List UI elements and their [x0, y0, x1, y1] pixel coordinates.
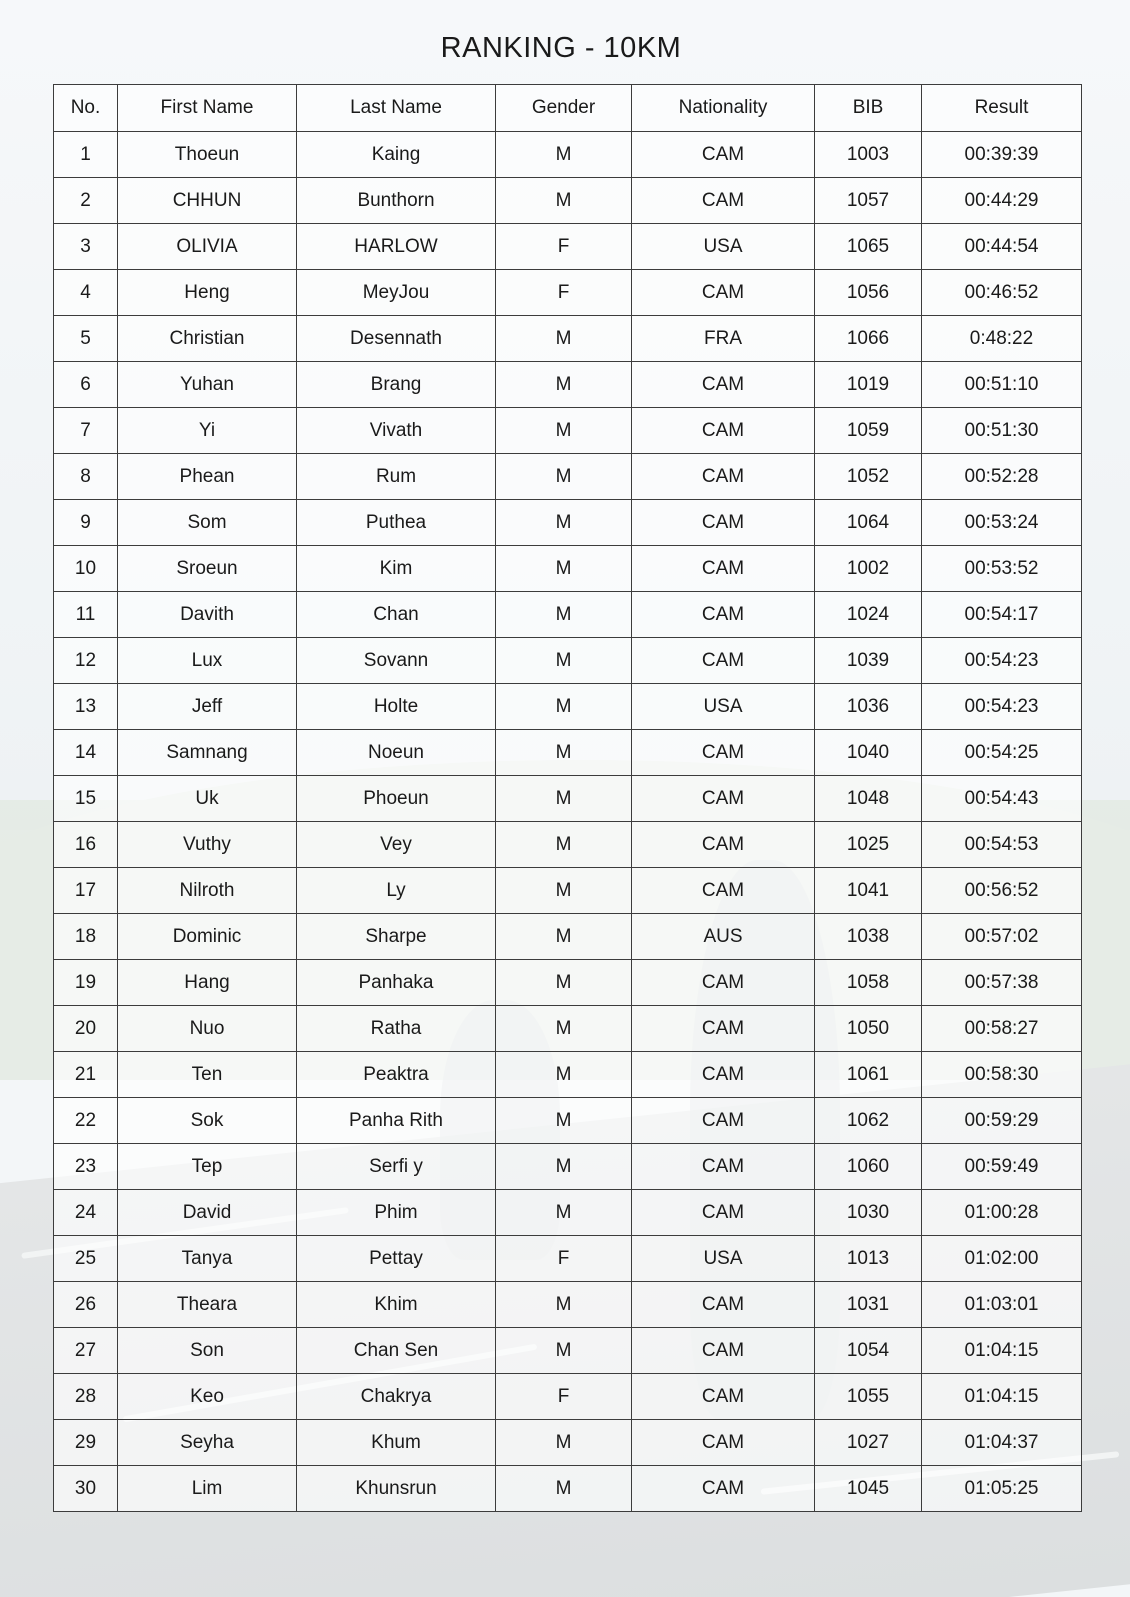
cell-nationality: CAM [632, 1052, 815, 1098]
cell-gender: M [496, 546, 632, 592]
cell-result: 00:54:53 [922, 822, 1082, 868]
cell-last-name: Vivath [297, 408, 496, 454]
cell-first-name: Seyha [118, 1420, 297, 1466]
cell-result: 00:59:29 [922, 1098, 1082, 1144]
cell-last-name: Sharpe [297, 914, 496, 960]
cell-last-name: Panha Rith [297, 1098, 496, 1144]
cell-no: 26 [54, 1282, 118, 1328]
cell-bib: 1055 [815, 1374, 922, 1420]
cell-no: 22 [54, 1098, 118, 1144]
cell-bib: 1048 [815, 776, 922, 822]
cell-bib: 1066 [815, 316, 922, 362]
cell-gender: F [496, 224, 632, 270]
cell-bib: 1059 [815, 408, 922, 454]
cell-no: 2 [54, 178, 118, 224]
cell-first-name: Vuthy [118, 822, 297, 868]
column-header-nationality: Nationality [632, 85, 815, 132]
cell-first-name: Thoeun [118, 132, 297, 178]
cell-first-name: Dominic [118, 914, 297, 960]
cell-gender: M [496, 132, 632, 178]
cell-nationality: CAM [632, 960, 815, 1006]
table-row [54, 362, 1082, 408]
cell-nationality: USA [632, 1236, 815, 1282]
table-row [54, 1098, 1082, 1144]
cell-no: 21 [54, 1052, 118, 1098]
cell-first-name: Christian [118, 316, 297, 362]
cell-first-name: Yi [118, 408, 297, 454]
cell-nationality: CAM [632, 454, 815, 500]
cell-result: 00:54:43 [922, 776, 1082, 822]
table-body [54, 132, 1082, 1512]
cell-last-name: Khunsrun [297, 1466, 496, 1512]
cell-bib: 1027 [815, 1420, 922, 1466]
cell-result: 0:48:22 [922, 316, 1082, 362]
cell-nationality: CAM [632, 408, 815, 454]
table-row [54, 1466, 1082, 1512]
cell-result: 00:44:29 [922, 178, 1082, 224]
cell-first-name: Theara [118, 1282, 297, 1328]
column-header-last-name: Last Name [297, 85, 496, 132]
cell-gender: M [496, 1282, 632, 1328]
cell-gender: M [496, 1052, 632, 1098]
cell-nationality: CAM [632, 178, 815, 224]
cell-result: 00:54:23 [922, 638, 1082, 684]
cell-last-name: Ly [297, 868, 496, 914]
cell-first-name: Son [118, 1328, 297, 1374]
cell-last-name: Holte [297, 684, 496, 730]
cell-gender: M [496, 1098, 632, 1144]
table-row [54, 638, 1082, 684]
cell-bib: 1054 [815, 1328, 922, 1374]
cell-no: 4 [54, 270, 118, 316]
table-row [54, 132, 1082, 178]
cell-first-name: Phean [118, 454, 297, 500]
cell-no: 25 [54, 1236, 118, 1282]
cell-nationality: CAM [632, 546, 815, 592]
table-row [54, 454, 1082, 500]
cell-result: 00:58:27 [922, 1006, 1082, 1052]
cell-last-name: Pettay [297, 1236, 496, 1282]
table-row [54, 1282, 1082, 1328]
column-header-no: No. [54, 85, 118, 132]
cell-last-name: Ratha [297, 1006, 496, 1052]
cell-bib: 1003 [815, 132, 922, 178]
cell-result: 00:54:25 [922, 730, 1082, 776]
cell-first-name: Sok [118, 1098, 297, 1144]
cell-gender: M [496, 1466, 632, 1512]
cell-gender: F [496, 270, 632, 316]
cell-bib: 1019 [815, 362, 922, 408]
cell-gender: M [496, 1144, 632, 1190]
ranking-table [53, 84, 1082, 1512]
cell-no: 7 [54, 408, 118, 454]
cell-gender: M [496, 454, 632, 500]
cell-result: 00:46:52 [922, 270, 1082, 316]
cell-no: 30 [54, 1466, 118, 1512]
cell-last-name: Chan [297, 592, 496, 638]
cell-nationality: CAM [632, 822, 815, 868]
cell-nationality: FRA [632, 316, 815, 362]
cell-first-name: Lim [118, 1466, 297, 1512]
cell-bib: 1040 [815, 730, 922, 776]
table-row [54, 500, 1082, 546]
cell-first-name: Davith [118, 592, 297, 638]
cell-bib: 1065 [815, 224, 922, 270]
cell-nationality: CAM [632, 1144, 815, 1190]
cell-bib: 1024 [815, 592, 922, 638]
cell-bib: 1058 [815, 960, 922, 1006]
cell-gender: M [496, 408, 632, 454]
cell-gender: M [496, 822, 632, 868]
table-row [54, 178, 1082, 224]
column-header-first-name: First Name [118, 85, 297, 132]
cell-last-name: Kaing [297, 132, 496, 178]
cell-bib: 1031 [815, 1282, 922, 1328]
cell-first-name: Ten [118, 1052, 297, 1098]
cell-no: 20 [54, 1006, 118, 1052]
cell-last-name: Kim [297, 546, 496, 592]
cell-last-name: Chakrya [297, 1374, 496, 1420]
cell-bib: 1025 [815, 822, 922, 868]
cell-result: 00:51:30 [922, 408, 1082, 454]
cell-no: 27 [54, 1328, 118, 1374]
cell-result: 00:39:39 [922, 132, 1082, 178]
cell-last-name: Vey [297, 822, 496, 868]
cell-bib: 1050 [815, 1006, 922, 1052]
cell-bib: 1064 [815, 500, 922, 546]
cell-gender: M [496, 1006, 632, 1052]
cell-nationality: AUS [632, 914, 815, 960]
table-row [54, 776, 1082, 822]
cell-first-name: Hang [118, 960, 297, 1006]
table-row [54, 1144, 1082, 1190]
cell-no: 14 [54, 730, 118, 776]
cell-nationality: CAM [632, 776, 815, 822]
table-row [54, 684, 1082, 730]
cell-result: 00:58:30 [922, 1052, 1082, 1098]
cell-nationality: CAM [632, 1328, 815, 1374]
table-row [54, 1328, 1082, 1374]
cell-nationality: CAM [632, 270, 815, 316]
cell-result: 01:04:15 [922, 1328, 1082, 1374]
cell-first-name: Sroeun [118, 546, 297, 592]
cell-gender: M [496, 638, 632, 684]
cell-last-name: Phim [297, 1190, 496, 1236]
cell-result: 01:02:00 [922, 1236, 1082, 1282]
cell-gender: M [496, 914, 632, 960]
cell-first-name: Tanya [118, 1236, 297, 1282]
cell-last-name: Peaktra [297, 1052, 496, 1098]
cell-last-name: Chan Sen [297, 1328, 496, 1374]
cell-nationality: CAM [632, 1466, 815, 1512]
cell-first-name: Lux [118, 638, 297, 684]
cell-first-name: Jeff [118, 684, 297, 730]
table-row [54, 316, 1082, 362]
cell-no: 3 [54, 224, 118, 270]
cell-gender: M [496, 362, 632, 408]
cell-gender: M [496, 684, 632, 730]
cell-first-name: Som [118, 500, 297, 546]
table-row [54, 914, 1082, 960]
cell-first-name: Samnang [118, 730, 297, 776]
cell-last-name: HARLOW [297, 224, 496, 270]
cell-last-name: Khim [297, 1282, 496, 1328]
cell-no: 10 [54, 546, 118, 592]
cell-nationality: CAM [632, 500, 815, 546]
table-row [54, 822, 1082, 868]
cell-bib: 1038 [815, 914, 922, 960]
cell-bib: 1062 [815, 1098, 922, 1144]
cell-nationality: CAM [632, 1282, 815, 1328]
cell-last-name: Sovann [297, 638, 496, 684]
cell-bib: 1039 [815, 638, 922, 684]
cell-nationality: CAM [632, 730, 815, 776]
cell-no: 16 [54, 822, 118, 868]
table-row [54, 868, 1082, 914]
cell-nationality: CAM [632, 592, 815, 638]
column-header-result: Result [922, 85, 1082, 132]
cell-first-name: OLIVIA [118, 224, 297, 270]
cell-bib: 1061 [815, 1052, 922, 1098]
cell-no: 11 [54, 592, 118, 638]
table-row [54, 1006, 1082, 1052]
cell-no: 9 [54, 500, 118, 546]
cell-result: 00:56:52 [922, 868, 1082, 914]
cell-first-name: Keo [118, 1374, 297, 1420]
cell-no: 6 [54, 362, 118, 408]
cell-result: 01:03:01 [922, 1282, 1082, 1328]
table-row [54, 1052, 1082, 1098]
cell-last-name: Rum [297, 454, 496, 500]
cell-result: 00:54:23 [922, 684, 1082, 730]
cell-gender: M [496, 500, 632, 546]
cell-first-name: David [118, 1190, 297, 1236]
cell-nationality: CAM [632, 1190, 815, 1236]
cell-last-name: Noeun [297, 730, 496, 776]
cell-bib: 1013 [815, 1236, 922, 1282]
cell-first-name: Nuo [118, 1006, 297, 1052]
cell-no: 18 [54, 914, 118, 960]
cell-gender: M [496, 592, 632, 638]
cell-no: 8 [54, 454, 118, 500]
cell-bib: 1045 [815, 1466, 922, 1512]
cell-gender: M [496, 1420, 632, 1466]
cell-bib: 1041 [815, 868, 922, 914]
cell-result: 01:00:28 [922, 1190, 1082, 1236]
cell-no: 17 [54, 868, 118, 914]
table-row [54, 960, 1082, 1006]
cell-no: 28 [54, 1374, 118, 1420]
cell-bib: 1002 [815, 546, 922, 592]
table-row [54, 408, 1082, 454]
table-row [54, 546, 1082, 592]
cell-no: 19 [54, 960, 118, 1006]
cell-result: 00:57:02 [922, 914, 1082, 960]
cell-no: 15 [54, 776, 118, 822]
cell-no: 5 [54, 316, 118, 362]
cell-result: 00:57:38 [922, 960, 1082, 1006]
cell-nationality: CAM [632, 132, 815, 178]
cell-result: 00:51:10 [922, 362, 1082, 408]
cell-bib: 1060 [815, 1144, 922, 1190]
cell-last-name: Desennath [297, 316, 496, 362]
cell-result: 00:52:28 [922, 454, 1082, 500]
cell-result: 00:54:17 [922, 592, 1082, 638]
cell-nationality: CAM [632, 362, 815, 408]
table-row [54, 270, 1082, 316]
table-row [54, 1236, 1082, 1282]
cell-last-name: Khum [297, 1420, 496, 1466]
cell-nationality: CAM [632, 868, 815, 914]
table-row [54, 1420, 1082, 1466]
cell-last-name: Serfi y [297, 1144, 496, 1190]
cell-no: 23 [54, 1144, 118, 1190]
cell-result: 01:04:37 [922, 1420, 1082, 1466]
cell-gender: M [496, 178, 632, 224]
cell-gender: M [496, 868, 632, 914]
cell-no: 13 [54, 684, 118, 730]
cell-gender: M [496, 1190, 632, 1236]
cell-bib: 1030 [815, 1190, 922, 1236]
cell-last-name: Brang [297, 362, 496, 408]
cell-no: 12 [54, 638, 118, 684]
cell-result: 00:53:24 [922, 500, 1082, 546]
cell-nationality: CAM [632, 638, 815, 684]
cell-result: 01:04:15 [922, 1374, 1082, 1420]
cell-gender: F [496, 1236, 632, 1282]
cell-first-name: Yuhan [118, 362, 297, 408]
cell-result: 01:05:25 [922, 1466, 1082, 1512]
cell-result: 00:53:52 [922, 546, 1082, 592]
cell-last-name: Panhaka [297, 960, 496, 1006]
cell-first-name: Nilroth [118, 868, 297, 914]
cell-bib: 1057 [815, 178, 922, 224]
cell-bib: 1052 [815, 454, 922, 500]
cell-result: 00:44:54 [922, 224, 1082, 270]
table-row [54, 592, 1082, 638]
cell-nationality: USA [632, 684, 815, 730]
table-header-row [54, 85, 1082, 132]
cell-nationality: CAM [632, 1006, 815, 1052]
cell-gender: F [496, 1374, 632, 1420]
table-row [54, 1374, 1082, 1420]
column-header-gender: Gender [496, 85, 632, 132]
cell-first-name: CHHUN [118, 178, 297, 224]
cell-first-name: Heng [118, 270, 297, 316]
cell-gender: M [496, 1328, 632, 1374]
cell-nationality: CAM [632, 1420, 815, 1466]
column-header-bib: BIB [815, 85, 922, 132]
table-row [54, 1190, 1082, 1236]
table-row [54, 730, 1082, 776]
table-row [54, 224, 1082, 270]
cell-first-name: Uk [118, 776, 297, 822]
cell-nationality: CAM [632, 1374, 815, 1420]
cell-gender: M [496, 730, 632, 776]
cell-last-name: Puthea [297, 500, 496, 546]
cell-gender: M [496, 316, 632, 362]
cell-gender: M [496, 960, 632, 1006]
cell-no: 29 [54, 1420, 118, 1466]
cell-last-name: Bunthorn [297, 178, 496, 224]
cell-result: 00:59:49 [922, 1144, 1082, 1190]
cell-gender: M [496, 776, 632, 822]
cell-first-name: Tep [118, 1144, 297, 1190]
cell-nationality: CAM [632, 1098, 815, 1144]
cell-last-name: Phoeun [297, 776, 496, 822]
cell-no: 24 [54, 1190, 118, 1236]
cell-bib: 1036 [815, 684, 922, 730]
page-title: RANKING - 10KM [440, 32, 682, 64]
cell-last-name: MeyJou [297, 270, 496, 316]
cell-no: 1 [54, 132, 118, 178]
cell-nationality: USA [632, 224, 815, 270]
cell-bib: 1056 [815, 270, 922, 316]
